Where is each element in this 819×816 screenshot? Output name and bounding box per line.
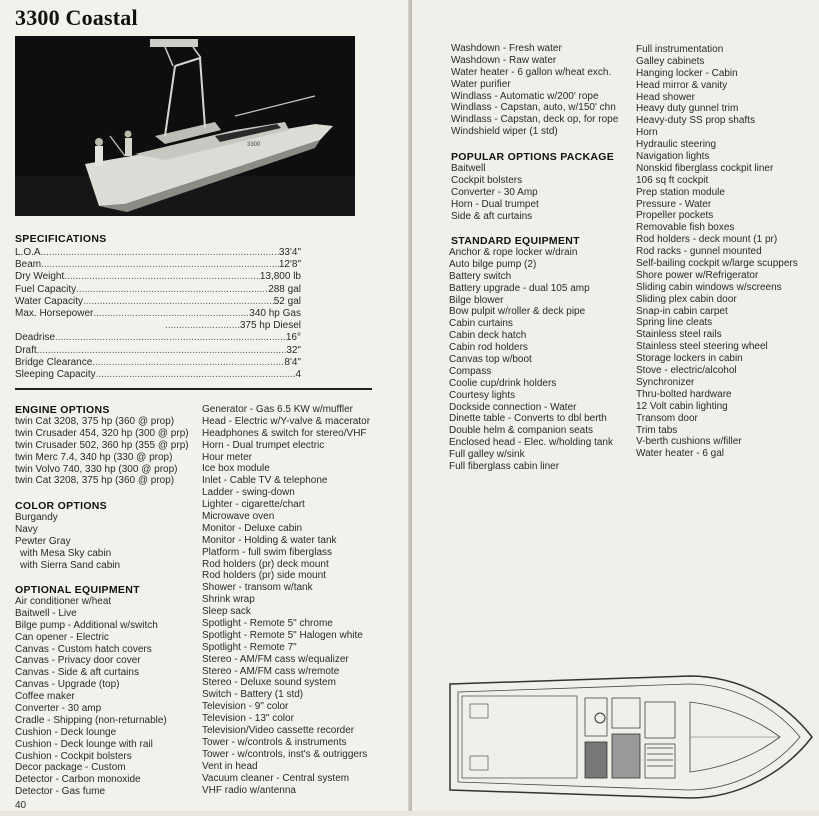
list-item: Coolie cup/drink holders xyxy=(449,377,557,389)
list-item: Vacuum cleaner - Central system xyxy=(202,772,350,784)
list-item: Water purifier xyxy=(451,78,511,90)
list-item: Galley cabinets xyxy=(636,55,705,67)
list-item: Stainless steel rails xyxy=(636,329,722,341)
list-item: Water heater - 6 gal xyxy=(636,448,725,460)
optional-equipment-heading: OPTIONAL EQUIPMENT xyxy=(15,584,140,596)
list-item: Propeller pockets xyxy=(636,210,714,222)
list-item: Headphones & switch for stereo/VHF xyxy=(202,427,367,439)
list-item: Hydraulic steering xyxy=(636,139,717,151)
standard-equipment-col2 xyxy=(636,44,798,460)
list-item: Stainless steel steering wheel xyxy=(636,341,768,353)
list-item: Side & aft curtains xyxy=(451,210,533,222)
list-item: Trim tabs xyxy=(636,424,678,436)
spec-row: Draft ..... 32" xyxy=(15,345,301,357)
list-item: Cushion - Deck lounge xyxy=(15,726,117,738)
standard-equipment-col1 xyxy=(449,247,613,473)
page-title: 3300 Coastal xyxy=(15,5,138,30)
list-item: with Mesa Sky cabin xyxy=(20,547,112,559)
list-item: Vent in head xyxy=(202,760,258,772)
list-item: Hour meter xyxy=(202,451,253,463)
list-item: Detector - Carbon monoxide xyxy=(15,774,141,786)
list-item: Bilge pump - Additional w/switch xyxy=(15,619,158,631)
list-item: Navy xyxy=(15,523,38,535)
list-item: Converter - 30 amp xyxy=(15,703,102,715)
optional-equipment-col3 xyxy=(451,43,618,138)
list-item: Nonskid fiberglass cockpit liner xyxy=(636,162,774,174)
spec-row: Deadrise ..... 16° xyxy=(15,332,301,344)
list-item: Transom door xyxy=(636,412,698,424)
list-item: Stereo - AM/FM cass w/remote xyxy=(202,665,340,677)
list-item: Rod holders (pr) side mount xyxy=(202,570,326,582)
list-item: Dockside connection - Water xyxy=(449,401,577,413)
list-item: Windlass - Capstan, deck op, for rope xyxy=(451,114,619,126)
list-item: Battery switch xyxy=(449,270,512,282)
list-item: Sliding plex cabin door xyxy=(636,293,737,305)
list-item: Head shower xyxy=(636,91,695,103)
list-item: Shore power w/Refrigerator xyxy=(636,269,759,281)
list-item: Canvas top w/boot xyxy=(449,354,532,366)
list-item: Full instrumentation xyxy=(636,44,724,55)
list-item: Storage lockers in cabin xyxy=(636,353,743,365)
list-item: Sliding cabin windows w/screens xyxy=(636,281,782,293)
list-item: Courtesy lights xyxy=(449,389,516,401)
list-item: Rod racks - gunnel mounted xyxy=(636,246,762,258)
list-item: Spotlight - Remote 5" chrome xyxy=(202,618,333,630)
list-item: Cushion - Deck lounge with rail xyxy=(15,738,153,750)
list-item: VHF radio w/antenna xyxy=(202,784,296,796)
list-item: Head mirror & vanity xyxy=(636,79,728,91)
list-item: Air conditioner w/heat xyxy=(15,596,112,607)
list-item: Spring line cleats xyxy=(636,317,713,329)
list-item: Television/Video cassette recorder xyxy=(202,725,355,737)
list-item: Burgandy xyxy=(15,512,58,523)
specifications-list xyxy=(15,247,301,381)
list-item: Cabin curtains xyxy=(449,318,513,330)
section-divider xyxy=(15,388,372,390)
list-item: Microwave oven xyxy=(202,511,275,523)
list-item: Synchronizer xyxy=(636,376,695,388)
list-item: Self-bailing cockpit w/large scuppers xyxy=(636,258,798,270)
list-item: Television - 9" color xyxy=(202,701,289,713)
spec-row: Bridge Clearance ..... 8'4" xyxy=(15,357,301,369)
list-item: Full fiberglass cabin liner xyxy=(449,461,560,473)
list-item: Television - 13" color xyxy=(202,713,294,725)
list-item: Cabin rod holders xyxy=(449,342,528,354)
popular-options-list xyxy=(451,163,539,222)
list-item: Removable fish boxes xyxy=(636,222,735,234)
list-item: Ladder - swing-down xyxy=(202,487,295,499)
list-item: 12 Volt cabin lighting xyxy=(636,400,728,412)
engine-options-list xyxy=(15,416,189,487)
list-item: Windlass - Automatic w/200' rope xyxy=(451,90,599,102)
list-item: V-berth cushions w/filler xyxy=(636,436,742,448)
optional-equipment-col2 xyxy=(202,404,370,796)
list-item: Can opener - Electric xyxy=(15,631,109,643)
list-item: Monitor - Holding & water tank xyxy=(202,534,337,546)
list-item: Shrink wrap xyxy=(202,594,255,606)
list-item: with Sierra Sand cabin xyxy=(20,559,121,571)
list-item: twin Crusader 454, 320 hp (300 @ prp) xyxy=(15,427,189,439)
list-item: twin Crusader 502, 360 hp (355 @ prp) xyxy=(15,439,189,451)
svg-text:3300: 3300 xyxy=(247,142,261,148)
list-item: Ice box module xyxy=(202,463,270,475)
list-item: Hanging locker - Cabin xyxy=(636,67,738,79)
list-item: Canvas - Upgrade (top) xyxy=(15,679,120,691)
spec-row: Sleeping Capacity ..... 4 xyxy=(15,369,301,381)
spec-row: Water Capacity ..... 52 gal xyxy=(15,296,301,308)
list-item: Lighter - cigarette/chart xyxy=(202,499,305,511)
list-item: Auto bilge pump (2) xyxy=(449,258,537,270)
page-number: 40 xyxy=(15,800,27,811)
list-item: Heavy-duty SS prop shafts xyxy=(636,115,755,127)
list-item: Inlet - Cable TV & telephone xyxy=(202,475,328,487)
list-item: Tower - w/controls, inst's & outriggers xyxy=(202,748,368,760)
list-item: Canvas - Privacy door cover xyxy=(15,655,141,667)
list-item: Baitwell xyxy=(451,163,486,174)
list-item: Washdown - Fresh water xyxy=(451,43,562,54)
boat-photo xyxy=(15,36,355,216)
list-item: Canvas - Side & aft curtains xyxy=(15,667,139,679)
list-item: Detector - Gas fume xyxy=(15,786,106,798)
list-item: twin Cat 3208, 375 hp (360 @ prop) xyxy=(15,475,175,487)
list-item: Snap-in cabin carpet xyxy=(636,305,728,317)
list-item: Enclosed head - Elec. w/holding tank xyxy=(449,437,613,449)
list-item: Windshield wiper (1 std) xyxy=(451,126,558,138)
list-item: Washdown - Raw water xyxy=(451,54,557,66)
list-item: Battery upgrade - dual 105 amp xyxy=(449,282,590,294)
standard-equipment-heading: STANDARD EQUIPMENT xyxy=(451,235,580,247)
list-item: Cradle - Shipping (non-returnable) xyxy=(15,714,167,726)
list-item: Pewter Gray xyxy=(15,535,71,547)
list-item: Spotlight - Remote 7" xyxy=(202,641,297,653)
list-item: Horn xyxy=(636,127,658,139)
list-item: Cushion - Cockpit bolsters xyxy=(15,750,132,762)
list-item: twin Cat 3208, 375 hp (360 @ prop) xyxy=(15,416,175,427)
list-item: twin Merc 7.4, 340 hp (330 @ prop) xyxy=(15,451,173,463)
list-item: Rod holders (pr) deck mount xyxy=(202,558,329,570)
list-item: Dinette table - Converts to dbl berth xyxy=(449,413,607,425)
list-item: twin Volvo 740, 330 hp (300 @ prop) xyxy=(15,463,178,475)
spec-row: L.O.A. ..... 33'4" xyxy=(15,247,301,259)
list-item: Decor package - Custom xyxy=(15,762,126,774)
list-item: Cockpit bolsters xyxy=(451,174,523,186)
popular-options-heading: POPULAR OPTIONS PACKAGE xyxy=(451,151,615,163)
list-item: Water heater - 6 gallon w/heat exch. xyxy=(451,66,612,78)
list-item: Canvas - Custom hatch covers xyxy=(15,643,152,655)
list-item: Navigation lights xyxy=(636,151,710,163)
list-item: Prep station module xyxy=(636,186,725,198)
color-options-heading: COLOR OPTIONS xyxy=(15,500,107,512)
color-options-list xyxy=(15,512,120,571)
list-item: Stove - electric/alcohol xyxy=(636,365,737,377)
spec-row: Max. Horsepower ..... 340 hp Gas xyxy=(15,308,301,320)
list-item: Bow pulpit w/roller & deck pipe xyxy=(449,306,586,318)
list-item: Spotlight - Remote 5" Halogen white xyxy=(202,629,363,641)
list-item: Stereo - AM/FM cass w/equalizer xyxy=(202,653,349,665)
spec-row: Fuel Capacity ..... 288 gal xyxy=(15,284,301,296)
list-item: Compass xyxy=(449,365,492,377)
list-item: Coffee maker xyxy=(15,691,75,703)
list-item: Platform - full swim fiberglass xyxy=(202,546,333,558)
list-item: Heavy duty gunnel trim xyxy=(636,103,739,115)
list-item: Monitor - Deluxe cabin xyxy=(202,522,303,534)
list-item: Tower - w/controls & instruments xyxy=(202,736,347,748)
list-item: Windlass - Capstan, auto, w/150' chn xyxy=(451,102,616,114)
spec-row: ..... 375 hp Diesel xyxy=(15,320,301,332)
spec-row: Dry Weight ..... 13,800 lb xyxy=(15,271,301,283)
engine-options-heading: ENGINE OPTIONS xyxy=(15,404,110,416)
list-item: Full galley w/sink xyxy=(449,449,525,461)
list-item: Converter - 30 Amp xyxy=(451,186,538,198)
list-item: 106 sq ft cockpit xyxy=(636,174,709,186)
list-item: Rod holders - deck mount (1 pr) xyxy=(636,234,778,246)
list-item: Sleep sack xyxy=(202,606,251,618)
list-item: Baitwell - Live xyxy=(15,607,77,619)
deck-plan-drawing xyxy=(440,662,819,811)
list-item: Cabin deck hatch xyxy=(449,330,527,342)
list-item: Switch - Battery (1 std) xyxy=(202,689,304,701)
list-item: Thru-bolted hardware xyxy=(636,388,732,400)
list-item: Double helm & companion seats xyxy=(449,425,593,437)
list-item: Shower - transom w/tank xyxy=(202,582,313,594)
specifications-heading: SPECIFICATIONS xyxy=(15,233,107,245)
list-item: Bilge blower xyxy=(449,294,504,306)
list-item: Horn - Dual trumpet electric xyxy=(202,439,325,451)
list-item: Pressure - Water xyxy=(636,198,712,210)
spec-row: Beam ..... 12'8" xyxy=(15,259,301,271)
list-item: Anchor & rope locker w/drain xyxy=(449,247,578,258)
list-item: Stereo - Deluxe sound system xyxy=(202,677,336,689)
list-item: Generator - Gas 6.5 KW w/muffler xyxy=(202,404,353,415)
list-item: Horn - Dual trumpet xyxy=(451,198,539,210)
optional-equipment-col1 xyxy=(15,596,167,798)
list-item: Head - Electric w/Y-valve & macerator xyxy=(202,415,371,427)
